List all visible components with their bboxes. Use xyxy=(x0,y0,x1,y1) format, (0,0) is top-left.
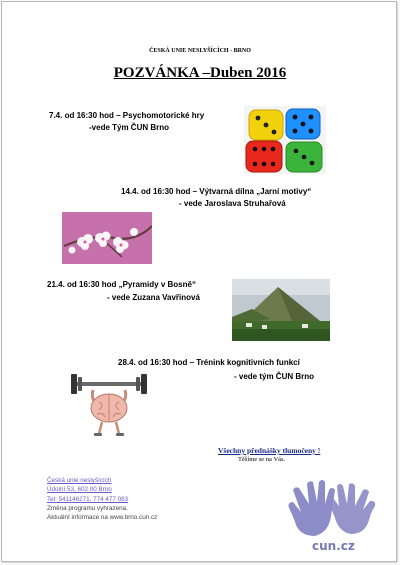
organization-header: ČESKÁ UNIE NESLYŠÍCÍCH - BRNO xyxy=(149,48,251,54)
event-3-line2: - vede Zuzana Vavřinová xyxy=(107,293,200,302)
red-die-icon xyxy=(246,141,282,172)
event-2-line1: 14.4. od 16:30 hod – Výtvarná dílna „Jarní motivy“ xyxy=(121,187,312,196)
footer-info-note: Aktuální informace na www.brno.cun.cz xyxy=(47,514,158,522)
cherry-blossom-image xyxy=(62,212,152,264)
footer-phone-link[interactable]: Tel: 541146271, 774 477 083 xyxy=(47,495,129,503)
footer-contact xyxy=(47,476,157,522)
brand-text: cun.cz xyxy=(312,539,355,553)
pyramid-landscape-image xyxy=(232,279,330,341)
event-1-line2: -vede Tým ČUN Brno xyxy=(89,123,170,132)
interpretation-note: Všechny přednášky tlumočeny ! xyxy=(218,446,321,455)
event-4-line1: 28.4. od 16:30 hod – Trénink kognitivních funkcí xyxy=(118,358,300,367)
footer-change-note: Změna programu vyhrazena. xyxy=(47,504,128,512)
yellow-die-icon xyxy=(249,110,283,140)
event-2-line2: - vede Jaroslava Struhařová xyxy=(179,199,286,208)
event-3-line1: 21.4. od 16:30 hod „Pyramidy v Bosně“ xyxy=(47,280,196,289)
event-4-line2: - vede tým ČUN Brno xyxy=(234,372,315,381)
green-die-icon xyxy=(286,142,322,172)
brain-barbell-image xyxy=(69,370,149,440)
footer-address-link[interactable]: Údolní 53, 602 00 Brno xyxy=(47,486,112,494)
event-1-line1: 7.4. od 16:30 hod – Psychomotorické hry xyxy=(49,111,205,120)
dice-image xyxy=(244,106,326,174)
footer-org-link[interactable]: Česká unie neslyšících xyxy=(47,477,112,484)
invitation-title: POZVÁNKA –Duben 2016 xyxy=(113,65,287,81)
see-you-note: Těšíme se na Vás. xyxy=(238,456,286,463)
blue-die-icon xyxy=(286,109,320,139)
cun-hands-logo xyxy=(285,476,377,540)
